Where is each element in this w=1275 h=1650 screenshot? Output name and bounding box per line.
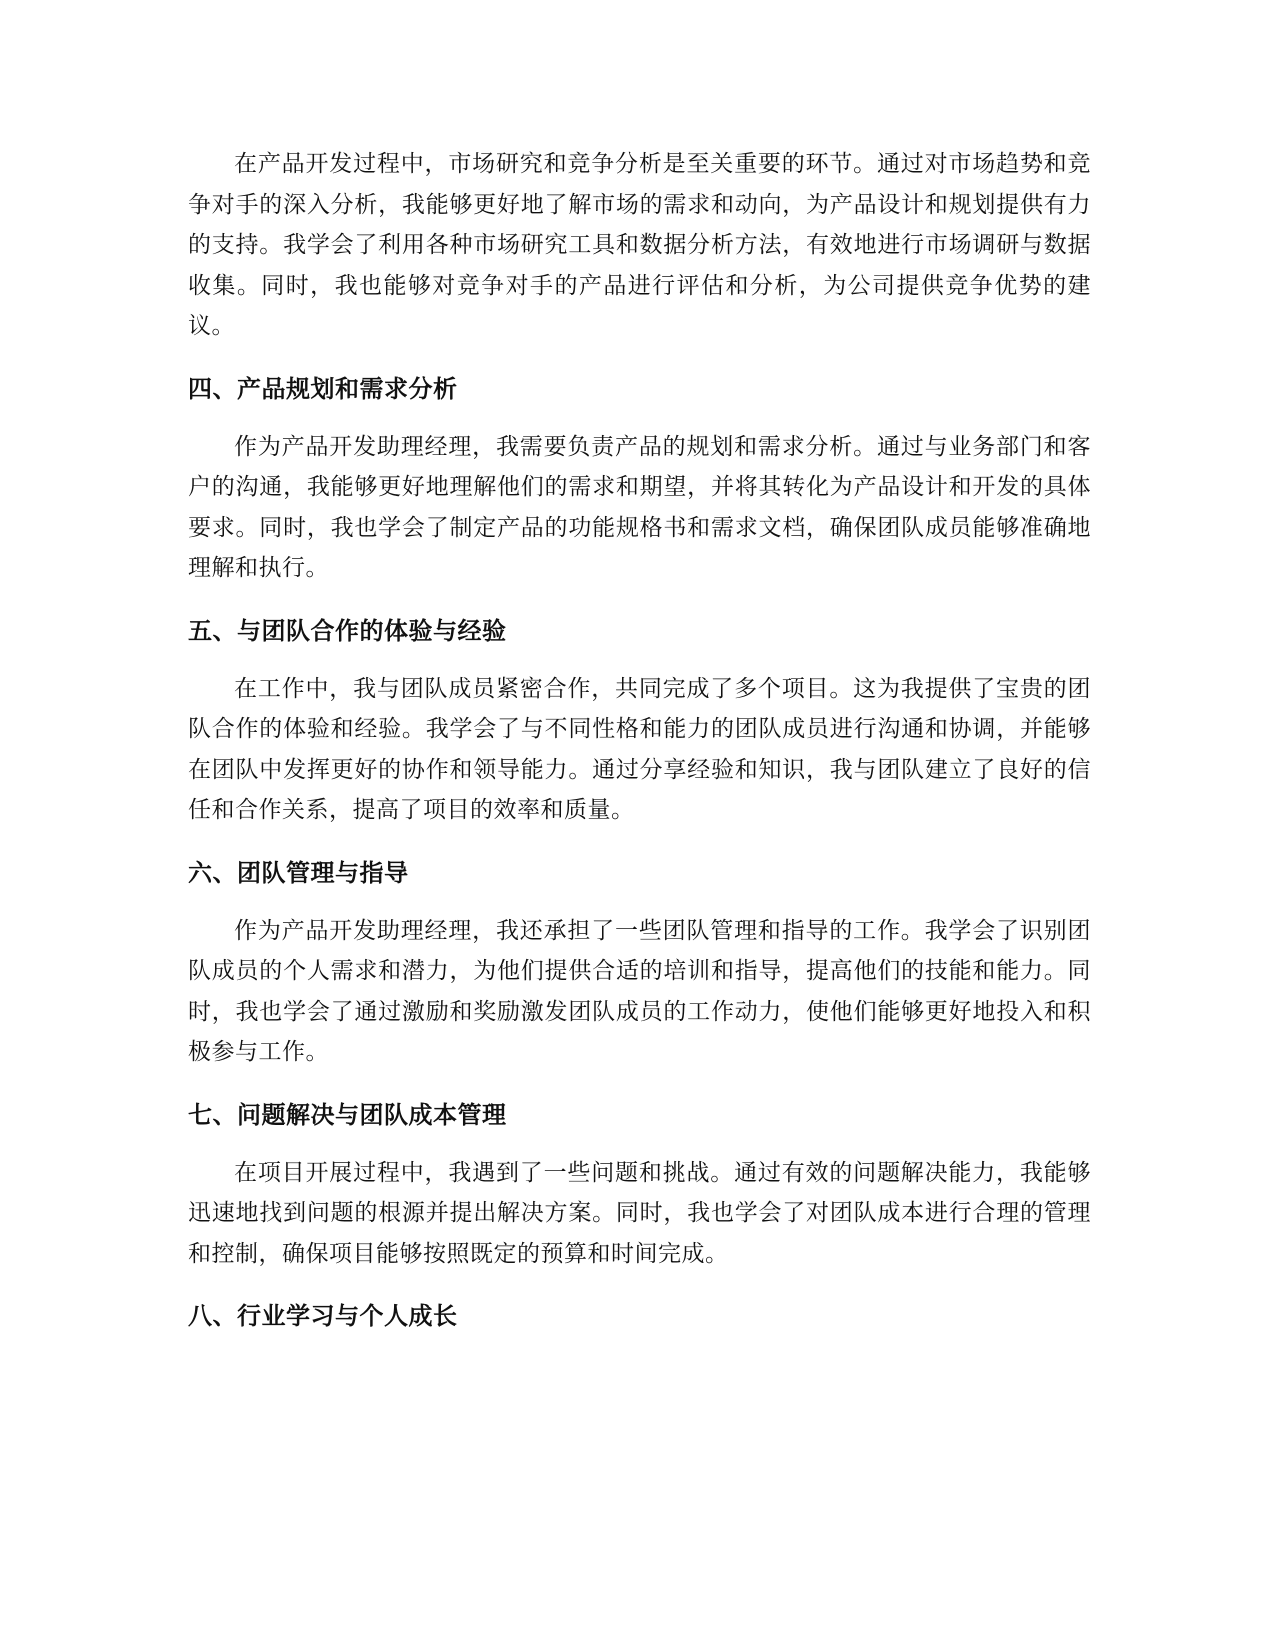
section-body-4: 作为产品开发助理经理，我需要负责产品的规划和需求分析。通过与业务部门和客户的沟通，我能够更好地理解他们的需求和期望，并将其转化为产品设计和开发的具体要求。同时，我也学会了制定产品的功能规格书和需求文档，确保团队成员能够准确地理解和执行。	[188, 433, 1091, 581]
section-heading-6: 六、团队管理与指导	[188, 858, 409, 887]
document-content	[188, 144, 1091, 1332]
section-heading-8: 八、行业学习与个人成长	[188, 1302, 458, 1330]
section-heading-4: 四、产品规划和需求分析	[188, 374, 458, 403]
section-body-6: 作为产品开发助理经理，我还承担了一些团队管理和指导的工作。我学会了识别团队成员的个人需求和潜力，为他们提供合适的培训和指导，提高他们的技能和能力。同时，我也学会了通过激励和奖励激发团队成员的工作动力，使他们能够更好地投入和积极参与工作。	[188, 917, 1091, 1065]
section-heading-5: 五、与团队合作的体验与经验	[188, 616, 507, 645]
section-body-5: 在工作中，我与团队成员紧密合作，共同完成了多个项目。这为我提供了宝贵的团队合作的体验和经验。我学会了与不同性格和能力的团队成员进行沟通和协调，并能够在团队中发挥更好的协作和领导能力。通过分享经验和知识，我与团队建立了良好的信任和合作关系，提高了项目的效率和质量。	[188, 675, 1091, 823]
section-body-7: 在项目开展过程中，我遇到了一些问题和挑战。通过有效的问题解决能力，我能够迅速地找到问题的根源并提出解决方案。同时，我也学会了对团队成本进行合理的管理和控制，确保项目能够按照既定的预算和时间完成。	[188, 1159, 1091, 1267]
section-heading-7: 七、问题解决与团队成本管理	[188, 1100, 507, 1129]
intro-paragraph: 在产品开发过程中，市场研究和竞争分析是至关重要的环节。通过对市场趋势和竞争对手的深入分析，我能够更好地了解市场的需求和动向，为产品设计和规划提供有力的支持。我学会了利用各种市场研究工具和数据分析方法，有效地进行市场调研与数据收集。同时，我也能够对竞争对手的产品进行评估和分析，为公司提供竞争优势的建议。	[188, 151, 1091, 339]
